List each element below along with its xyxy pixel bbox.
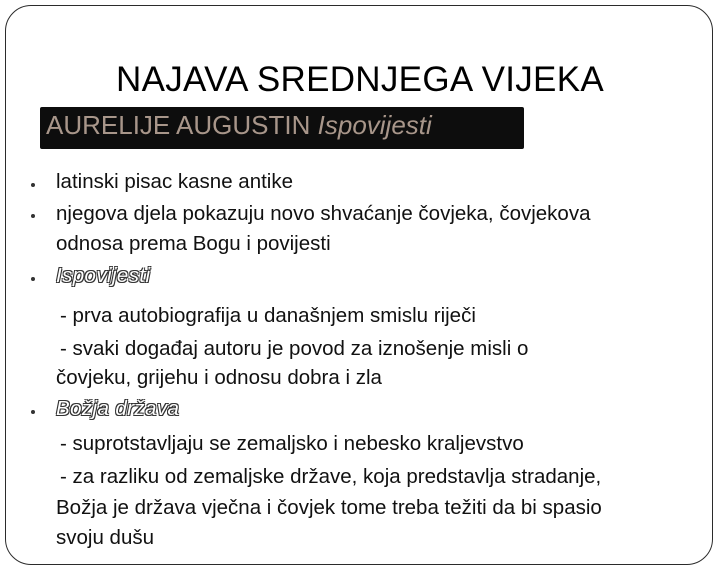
slide-title: NAJAVA SREDNJEGA VIJEKA xyxy=(116,60,604,99)
sub-line: - za razliku od zemaljske države, koja predstavlja stradanje, xyxy=(60,465,602,488)
bullet-heading-bozja-drzava: Božja država xyxy=(56,397,180,420)
sub-line: - suprotstavljaju se zemaljsko i nebesko kraljevstvo xyxy=(60,432,524,455)
sub-line-continued: svoju dušu xyxy=(56,526,155,549)
bullet-text: njegova djela pokazuju novo shvaćanje čovjeka, čovjekova xyxy=(56,202,591,225)
bullet-text-continued: odnosa prema Bogu i povijesti xyxy=(56,232,331,255)
bullet-heading-ispovijesti: Ispovijesti xyxy=(56,264,151,287)
subtitle-work: Ispovijesti xyxy=(317,110,432,140)
bullet-marker xyxy=(31,277,35,281)
subtitle-author: AURELIJE AUGUSTIN xyxy=(46,110,311,140)
bullet-marker xyxy=(31,183,35,187)
bullet-text: latinski pisac kasne antike xyxy=(56,170,294,193)
sub-line-continued: Božja je država vječna i čovjek tome treba težiti da bi spasio xyxy=(56,496,602,519)
sub-line: - svaki događaj autoru je povod za iznošenje misli o xyxy=(60,337,529,360)
bullet-marker xyxy=(31,410,35,414)
bullet-marker xyxy=(31,214,35,218)
sub-line-continued: čovjeku, grijehu i odnosu dobra i zla xyxy=(56,366,382,389)
sub-line: - prva autobiografija u današnjem smislu riječi xyxy=(60,304,476,327)
